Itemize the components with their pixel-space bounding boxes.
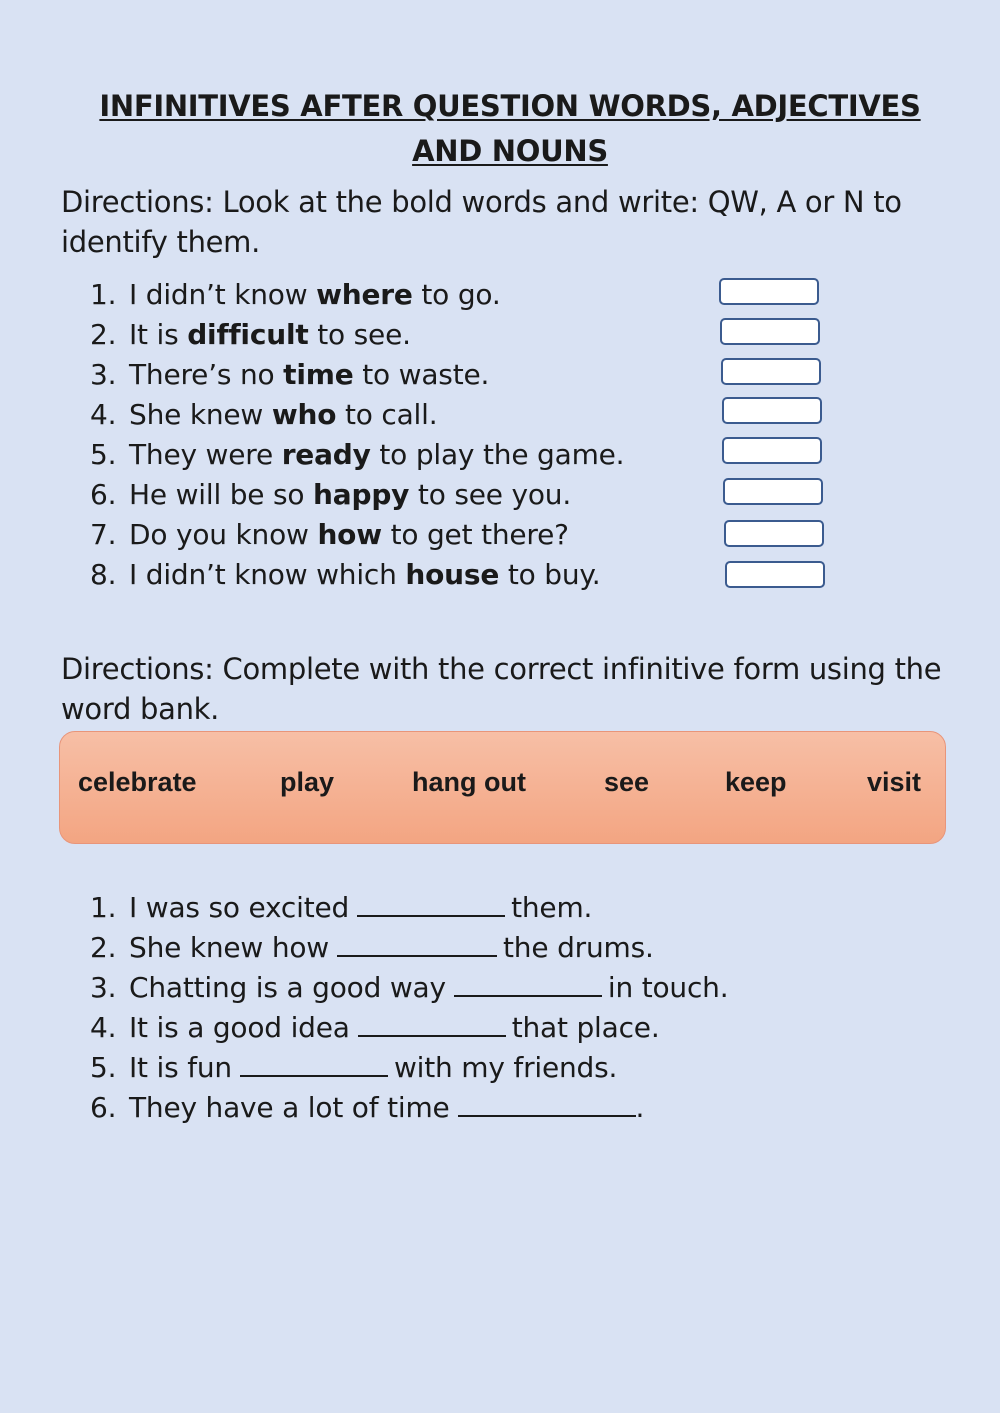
list-item: 5. They were ready to play the game. [90,438,625,471]
word-bank-item: visit [867,767,922,797]
answer-box-1[interactable] [719,278,819,305]
answer-box-7[interactable] [724,520,824,547]
bold-word: time [283,358,354,391]
word-bank-item: play [280,767,335,797]
answer-box-5[interactable] [722,437,822,464]
bold-word: happy [313,478,410,511]
answer-blank-1[interactable] [357,889,505,917]
word-bank [59,731,946,844]
list-item: 8. I didn’t know which house to buy. [90,558,601,591]
list-item: 6. He will be so happy to see you. [90,478,572,511]
list-item: 1. I was so excited them. [90,891,593,924]
bold-word: difficult [187,318,309,351]
answer-box-2[interactable] [720,318,820,345]
word-bank-item: see [604,767,650,797]
list-item: 6. They have a lot of time . [90,1091,645,1124]
worksheet-title: INFINITIVES AFTER QUESTION WORDS, ADJECTIVES AND NOUNS [99,89,921,168]
directions-complete: Directions: Complete with the correct infinitive form using the word bank. [61,652,942,726]
list-item: 2. It is difficult to see. [90,318,411,351]
identify-list [90,275,624,595]
answer-blank-2[interactable] [337,929,497,957]
answer-box-3[interactable] [721,358,821,385]
bold-word: who [271,398,337,431]
answer-box-4[interactable] [722,397,822,424]
list-item: 2. She knew how the drums. [90,931,654,964]
list-item: 3. Chatting is a good way in touch. [90,971,729,1004]
answer-box-8[interactable] [725,561,825,588]
answer-blank-4[interactable] [358,1009,506,1037]
answer-blank-3[interactable] [454,969,602,997]
complete-list [90,888,728,1128]
word-bank-item: celebrate [78,767,197,797]
list-item: 4. She knew who to call. [90,398,438,431]
answer-blank-6[interactable] [458,1089,636,1117]
directions-identify: Directions: Look at the bold words and write: QW, A or N to identify them. [61,185,902,259]
list-item: 3. There’s no time to waste. [90,358,490,391]
bold-word: how [317,518,382,551]
bold-word: where [316,278,413,311]
answer-blank-5[interactable] [240,1049,388,1077]
bold-word: ready [281,438,371,471]
list-item: 5. It is fun with my friends. [90,1051,618,1084]
answer-box-6[interactable] [723,478,823,505]
word-bank-item: hang out [412,767,526,797]
list-item: 7. Do you know how to get there? [90,518,569,551]
word-bank-item: keep [725,767,787,797]
bold-word: house [405,558,500,591]
list-item: 4. It is a good idea that place. [90,1011,660,1044]
list-item: 1. I didn’t know where to go. [90,278,501,311]
